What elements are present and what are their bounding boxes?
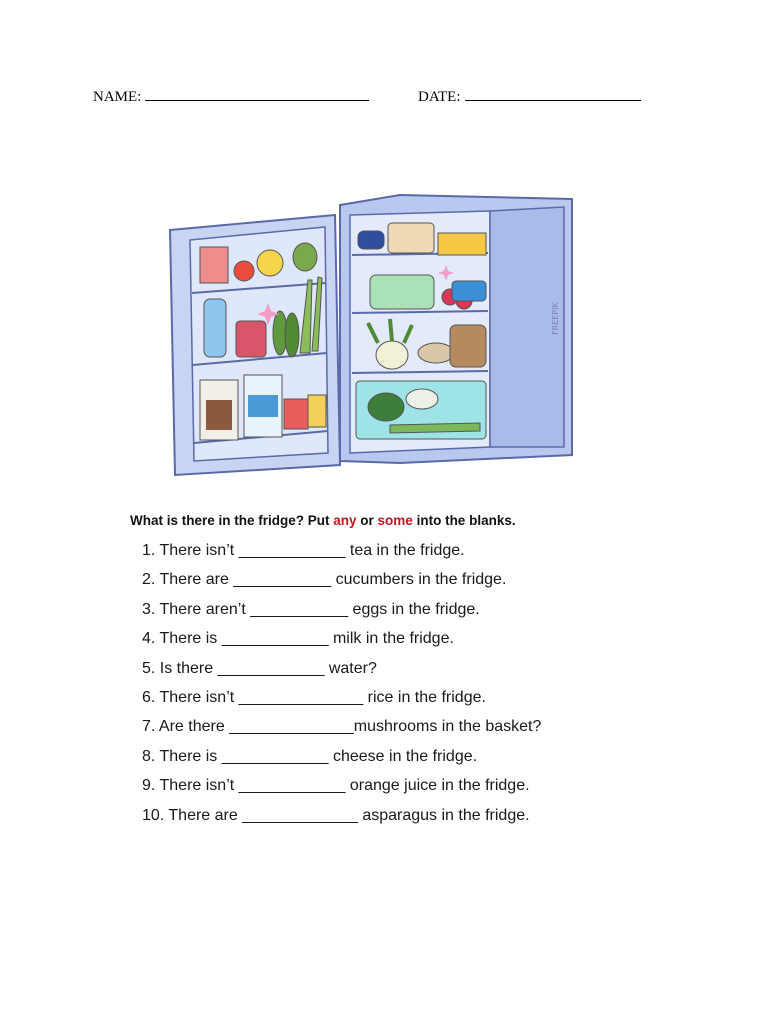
spinach-icon [368,393,404,421]
egg-carton-icon [388,223,434,253]
fridge-illustration [160,185,580,480]
question-4: 4. There is ____________ milk in the fridge. [142,630,454,648]
question-10: 10. There are _____________ asparagus in the fridge. [142,806,530,824]
turnip-icon [376,341,408,369]
question-9: 9. There isn’t ____________ orange juice in the fridge. [142,777,530,795]
name-blank-line[interactable] [145,86,369,101]
water-bottle-icon [204,299,226,357]
bread-bag-icon [450,325,486,367]
name-field[interactable] [93,86,369,106]
question-7: 7. Are there ______________mushrooms in the basket? [142,718,542,736]
cucumber-icon [285,313,299,357]
artist-signature: FREEPIK [551,302,560,335]
instruction-text: What is there in the fridge? Put any or some into the blanks. [130,513,516,528]
question-1: 1. There isn’t ____________ tea in the fridge. [142,542,465,559]
question-5: 5. Is there ____________ water? [142,659,377,677]
cheese-icon [438,233,486,255]
fridge-door [170,215,340,475]
jam-jar-icon [236,321,266,357]
lemon-icon [257,250,283,276]
question-2: 2. There are ___________ cucumbers in the fridge. [142,571,507,589]
milk-carton-small-icon [200,247,228,283]
celery-icon [390,423,480,433]
question-6: 6. There isn’t ______________ rice in the fridge. [142,688,486,706]
highlight-any: any [333,513,357,528]
avocado-icon [293,243,317,271]
question-3: 3. There aren’t ___________ eggs in the fridge. [142,600,480,618]
canned-drink-icon [358,231,384,249]
highlight-some: some [377,513,413,528]
date-label: DATE: [418,89,461,105]
mushrooms-icon [418,343,454,363]
blue-container-icon [452,281,486,301]
cauliflower-icon [406,389,438,409]
lettuce-container-icon [370,275,434,309]
date-field[interactable] [418,86,641,106]
butter-box-icon [308,395,326,427]
worksheet-header [93,86,693,108]
date-blank-line[interactable] [465,86,641,101]
snack-box-icon [284,399,308,429]
question-list [142,540,541,834]
question-8: 8. There is ____________ cheese in the fridge. [142,747,478,765]
name-label: NAME: [93,89,142,105]
tomato-icon [234,261,254,281]
